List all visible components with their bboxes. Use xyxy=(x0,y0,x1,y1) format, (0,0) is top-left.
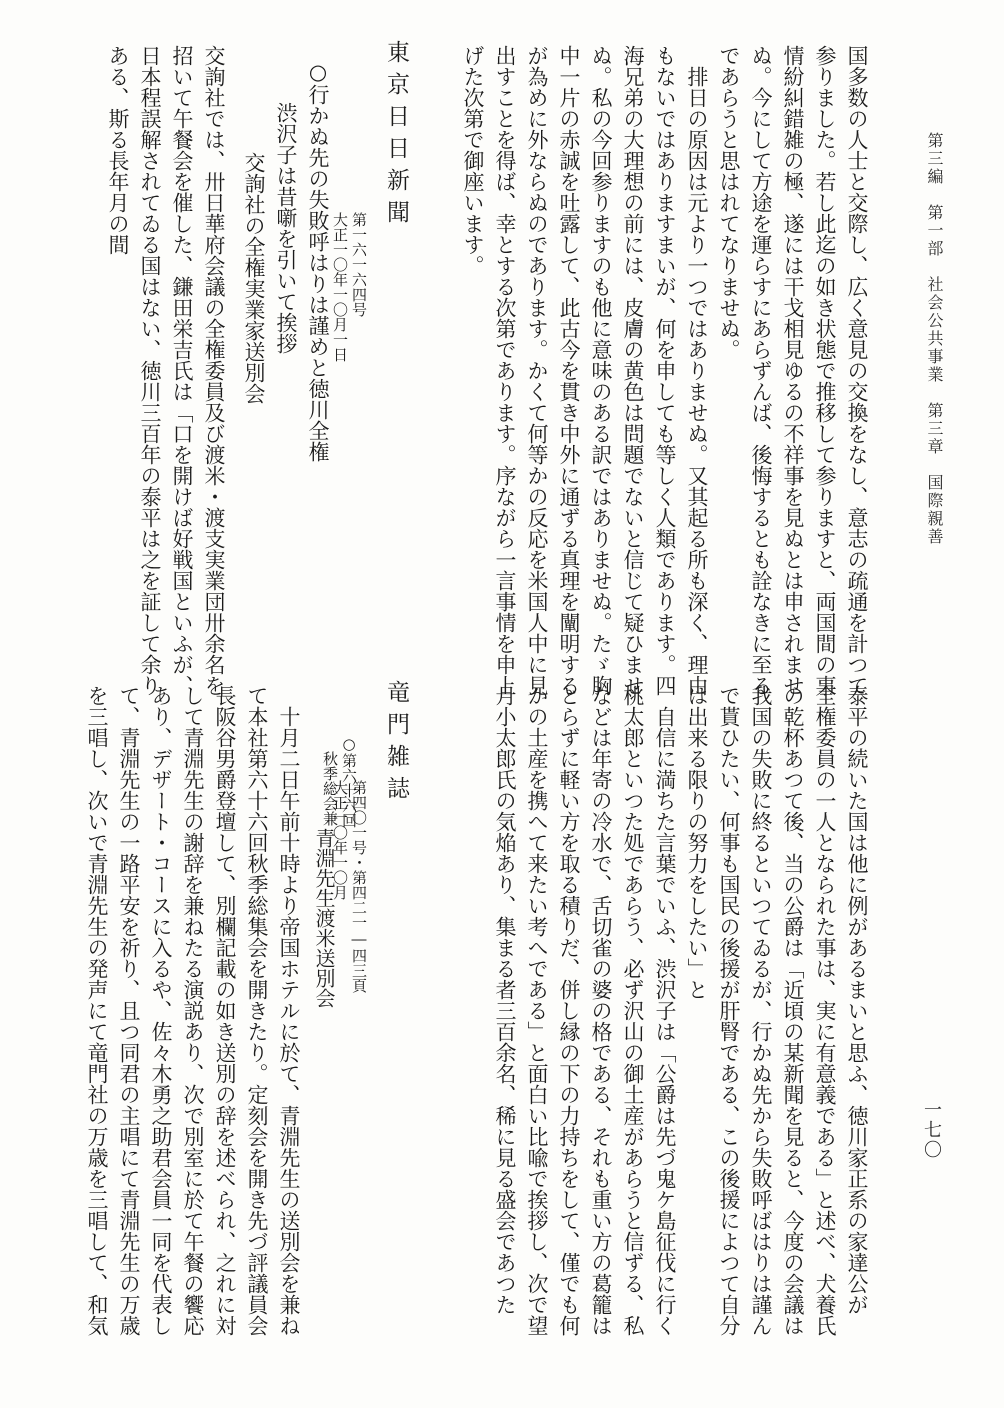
body-column: げた次第で御座います。 xyxy=(461,45,485,276)
running-header: 第三編 第一部 社会公共事業 第三章 国際親善 xyxy=(925,132,944,546)
body-column: 自信に満ちた言葉でいふ、渋沢子は「公爵は先づ鬼ケ島征伐に行く xyxy=(653,685,677,1336)
body-column: あり、デザート・コースに入るや、佐々木勇之助君会員一同を代表し xyxy=(149,685,173,1336)
body-column: 参りました。若し此迄の如き状態で推移して参りますと、両国間の事 xyxy=(813,45,837,696)
body-column: であらうと思はれてなりませぬ。 xyxy=(717,45,741,360)
source-date: 大正一〇年一〇月一日 xyxy=(331,212,349,362)
half-divider xyxy=(60,652,944,653)
body-column: 桃太郎といつた処であらう、必ず沢山の御土産があらうと信ずる、私 xyxy=(621,685,645,1336)
body-column: を三唱し、次いで青淵先生の発声にて竜門社の万歳を三唱して、和気 xyxy=(85,685,109,1336)
article-heading-prefix: ○第六十六回 xyxy=(340,735,358,828)
body-column: の乾杯あつて後、当の公爵は「近頃の某新聞を見ると、今度の会議は xyxy=(781,685,805,1336)
body-column: 海兄弟の大理想の前には、皮膚の黄色は問題でないと信じて疑ひませ xyxy=(621,45,645,696)
body-column: 十月二日午前十時より帝国ホテルに於て、青淵先生の送別会を兼ね xyxy=(277,685,301,1336)
body-column: 交詢社では、卅日華府会議の全権委員及び渡米・渡支実業団卅余名を xyxy=(202,45,226,696)
body-column: かの土産を携へて来たい考へである」と面白い比喩で挨拶し、次で望 xyxy=(525,685,549,1336)
source-issue: 第四〇一号・第四二一―四三頁 xyxy=(350,780,368,993)
source-title: 東京日日新聞 xyxy=(383,40,409,232)
body-column: 我国の失敗に終るといつてゐるが、行かぬ先から失敗呼ばはりは謹ん xyxy=(749,685,773,1336)
body-column: て、青淵先生の一路平安を祈り、且つ同君の主唱にて青淵先生の万歳 xyxy=(117,685,141,1336)
body-column: 日本程誤解されてゐる国はない、徳川三百年の泰平は之を証して余り xyxy=(138,45,162,696)
body-column: 泰平の続いた国は他に例があるまいと思ふ、徳川家正系の家達公が xyxy=(845,685,869,1315)
page-number: 一七〇 xyxy=(921,1100,942,1160)
source-title: 竜門雑誌 xyxy=(383,680,409,808)
source-date: 大正一〇年一〇月 xyxy=(331,780,349,900)
body-column: は出来る限りの努力をしたい」と xyxy=(685,685,709,1000)
body-column: て本社第六十六回秋季総集会を開きたり。定刻会を開き先づ評議員会 xyxy=(245,685,269,1336)
body-column: もないではありますまいが、何を申しても等しく人類であります。四 xyxy=(653,45,677,696)
body-column: 国多数の人士と交際し、広く意見の交換をなし、意志の疏通を計つて xyxy=(845,45,869,696)
body-column: ある、斯る長年月の間 xyxy=(106,45,130,255)
body-column: とらずに軽い方を取る積りだ、併し縁の下の力持ちをして、僅でも何 xyxy=(557,685,581,1336)
body-column: 月小太郎氏の気焔あり、集まる者三百余名、稀に見る盛会であつた xyxy=(493,685,517,1315)
body-column: などは年寄の冷水で、舌切雀の婆の格である、それも重い方の葛籠は xyxy=(589,685,613,1336)
body-column: が為めに外ならぬのであります。かくて何等かの反応を米国人中に見 xyxy=(525,45,549,696)
article-subheading: 渋沢子は昔噺を引いて挨拶 xyxy=(274,102,298,354)
body-column: 全権委員の一人となられた事は、実に有意義である」と述べ、犬養氏 xyxy=(813,685,837,1336)
body-column: 排日の原因は元より一つではありませぬ。又其起る所も深く、理由 xyxy=(685,45,709,696)
article-heading-prefix: 秋季総会兼 xyxy=(321,751,339,826)
body-column: 招いて午餐会を催した、鎌田栄吉氏は「口を開けば好戦国といふが、 xyxy=(170,45,194,696)
body-column: ぬ。今にして方途を運らすにあらずんば、後悔するとも詮なきに至る xyxy=(749,45,773,696)
source-issue: 第一六一六四号 xyxy=(350,212,368,317)
body-column: で貰ひたい、何事も国民の後援が肝腎である、この後援によつて自分 xyxy=(717,685,741,1336)
body-column: 中一片の赤誠を吐露して、此古今を貫き中外に通ずる真理を闡明する xyxy=(557,45,581,696)
body-column: 情紛糾錯雑の極、遂には干戈相見ゆるの不祥事を見ぬとは申されませ xyxy=(781,45,805,696)
article-heading: ○行かぬ先の失敗呼はりは謹めと徳川全権 xyxy=(306,60,330,462)
body-column: 出すことを得ば、幸とする次第であります。序ながら一言事情を申上 xyxy=(493,45,517,696)
body-column: して青淵先生の謝辞を兼ねたる演説あり、次で別室に於て午餐の饗応 xyxy=(181,685,205,1336)
article-subheading: 交詢社の全権実業家送別会 xyxy=(242,152,266,404)
body-column: ぬ。私の今回参りますのも他に意味のある訳ではありませぬ。たゞ胸 xyxy=(589,45,613,696)
body-column: 長阪谷男爵登壇して、別欄記載の如き送別の辞を述べられ、之れに対 xyxy=(213,685,237,1336)
article-heading: 青淵先生渡米送別会 xyxy=(312,828,336,1008)
